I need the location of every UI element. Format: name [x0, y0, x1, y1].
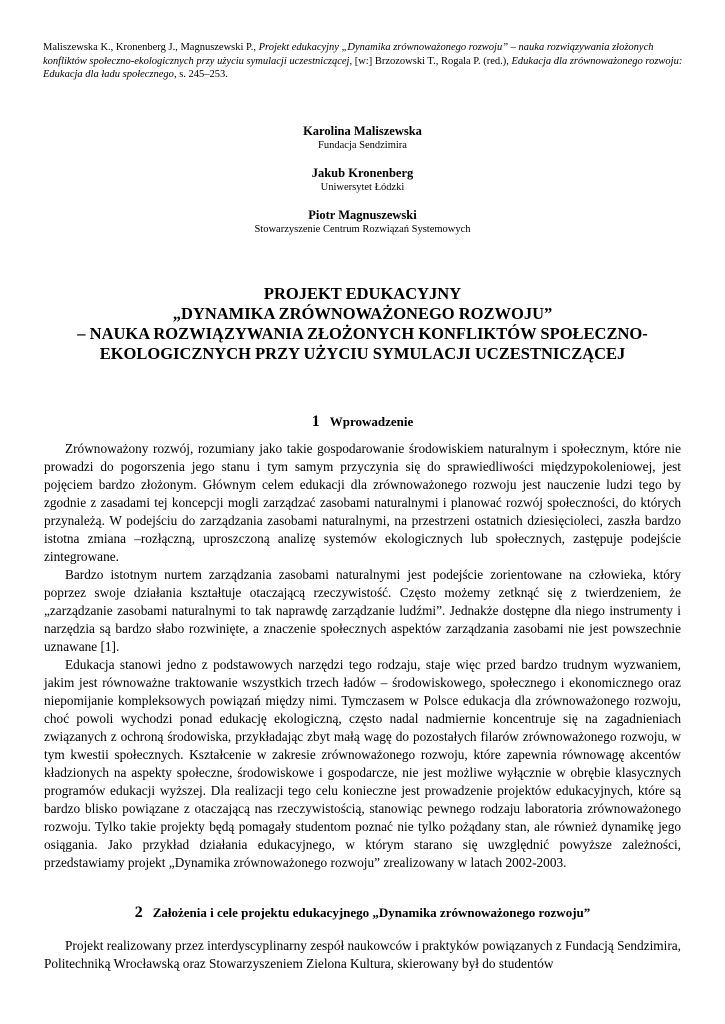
- paragraph: Projekt realizowany przez interdyscyplinarny zespół naukowców i praktyków powiązanych z Fundacją Sendzimira, Politechniką Wrocławską oraz Stowarzyszeniem Zielona Kultura, skierowany był do studentów: [44, 938, 681, 971]
- section-title: Założenia i cele projektu edukacyjnego „Dynamika zrównoważonego rozwoju”: [152, 905, 591, 920]
- author-name: Jakub Kronenberg: [311, 166, 414, 180]
- title-line: „DYNAMIKA ZRÓWNOWAŻONEGO ROZWOJU”: [172, 304, 553, 323]
- section-heading: [0, 904, 725, 922]
- section-body: [44, 937, 681, 973]
- title-line: EKOLOGICZNYCH PRZY UŻYCIU SYMULACJI UCZESTNICZĄCEJ: [99, 344, 626, 363]
- section-title: Wprowadzenie: [329, 414, 414, 429]
- author: [0, 124, 725, 152]
- author-affiliation: Stowarzyszenie Centrum Rozwiązań Systemowych: [254, 224, 471, 235]
- citation-pages: , s. 245–253.: [173, 69, 228, 80]
- citation-authors: Maliszewska K., Kronenberg J., Magnuszewski P.,: [43, 42, 259, 53]
- title-line: PROJEKT EDUKACYJNY: [263, 284, 462, 303]
- author-name: Karolina Maliszewska: [303, 124, 422, 138]
- citation-header: [43, 41, 683, 82]
- citation-in: , [w:] Brzozowski T., Rogala P. (red.),: [349, 55, 512, 67]
- author: [0, 166, 725, 194]
- paragraph: Zrównoważony rozwój, rozumiany jako takie gospodarowanie środowiskiem naturalnym i społecznym, które nie prowadzi do pogorszenia jego stanu i tym samym przyczynia się do sprawiedliwości międzypokoleniowej, jest pojęciem bardzo złożonym. Głównym celem edukacji dla zrównoważonego rozwoju jest nauczenie ludzi tego by zgodnie z zasadami tej koncepcji mogli zarządzać zasobami naturalnymi i planować rozwój społeczności, do których przynależą. W podejściu do zarządzania zasobami naturalnymi, na przestrzeni ostatnich dziesięcioleci, zaszła bardzo istotna zmiana –rozłączną, uproszczoną analizę systemów ekologicznych lub społecznych, zastępuje podejście zintegrowane.: [44, 441, 681, 564]
- section-number: 1: [311, 413, 320, 430]
- author: [0, 208, 725, 236]
- section-body: [44, 440, 681, 872]
- paper-title: [0, 284, 725, 364]
- citation-title: Projekt edukacyjny „Dynamika zrównoważonego rozwoju” – nauka rozwiązywania złożonych konfliktów społeczno-ekologicznych przy użyciu symulacji uczestniczącej: [43, 42, 654, 67]
- section-number: 2: [134, 904, 143, 921]
- citation-book: Edukacja dla zrównoważonego rozwoju: Edukacja dla ładu społecznego: [43, 55, 683, 80]
- title-line: – NAUKA ROZWIĄZYWANIA ZŁOŻONYCH KONFLIKTÓW SPOŁECZNO-: [77, 324, 648, 343]
- paragraph: Edukacja stanowi jedno z podstawowych narzędzi tego rodzaju, staje więc przed bardzo trudnym wyzwaniem, jakim jest równoważne traktowanie wszystkich trzech ładów – środowiskowego, społecznego i ekonomicznego oraz niepomijanie kompleksowych powiązań między nimi. Tymczasem w Polsce edukacja dla zrównoważonego rozwoju, choć powoli wychodzi ponad edukację ekologiczną, często nadal nadmiernie koncentruje się na zagadnieniach związanych z ochroną środowiska, przykładając zbyt małą wagę do pozostałych filarów zrównoważonego rozwoju, w tym kwestii społecznych. Kształcenie w zakresie zrównoważonego rozwoju, które zapewnia równowagę akcentów kładzionych na aspekty społeczne, środowiskowe i gospodarcze, nie jest możliwe wyłącznie w obrębie klasycznych programów edukacji wyższej. Dla realizacji tego celu konieczne jest prowadzenie projektów edukacyjnych, które są bardzo blisko powiązane z otaczającą nas rzeczywistością, stanowiąc pewnego rodzaju laboratoria zrównoważonego rozwoju. Tylko takie projekty będą pomagały studentom poznać nie tylko pożądany stan, ale również dynamikę jego osiągania. Jako przykład działania edukacyjnego, w którym starano się uwzględnić powyższe zależności, przedstawiamy projekt „Dynamika zrównoważonego rozwoju” zrealizowany w latach 2002-2003.: [44, 657, 681, 870]
- section-heading: [0, 413, 725, 431]
- author-affiliation: Fundacja Sendzimira: [318, 140, 407, 151]
- author-affiliation: Uniwersytet Łódzki: [320, 182, 405, 193]
- author-block: [0, 124, 725, 250]
- author-name: Piotr Magnuszewski: [308, 208, 417, 222]
- paragraph: Bardzo istotnym nurtem zarządzania zasobami naturalnymi jest podejście zorientowane na człowieka, który poprzez swoje działania kształtuje otaczającą rzeczywistość. Często możemy zetknąć się z twierdzeniem, że „zarządzanie zasobami naturalnymi to tak naprawdę zarządzanie ludźmi”. Jednakże dostępne dla niego instrumenty i narzędzia są bardzo słabo rozwinięte, a znaczenie społecznych aspektów zarządzania zasobami nie jest powszechnie uznawane [1].: [44, 567, 681, 654]
